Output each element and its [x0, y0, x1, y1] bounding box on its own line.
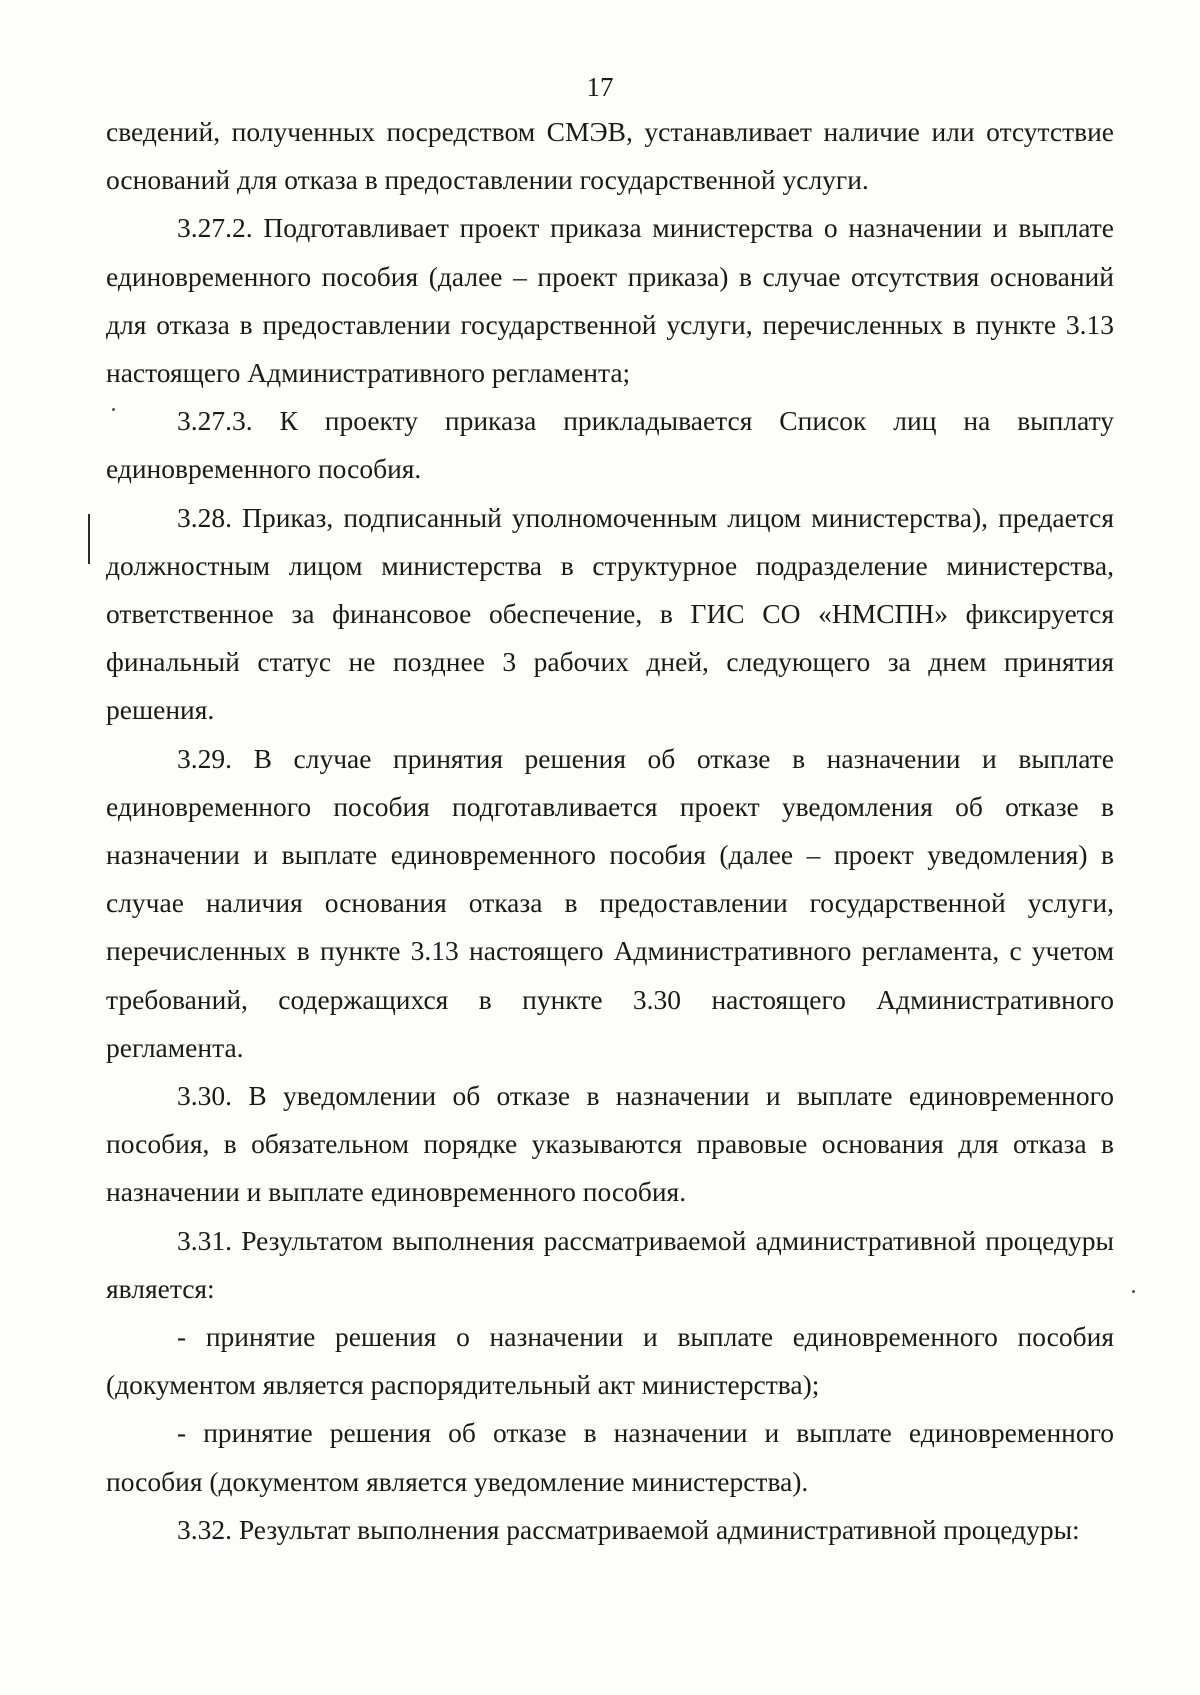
document-body — [106, 108, 1114, 1554]
paragraph-3-31: 3.31. Результатом выполнения рассматриваемой административной процедуры является: — [106, 1224, 1114, 1304]
paragraph-continuation: сведений, полученных посредством СМЭВ, устанавливает наличие или отсутствие оснований для отказа в предоставлении государственной услуги. — [106, 116, 1114, 196]
page-number: 17 — [586, 72, 614, 102]
paragraph-3-28: 3.28. Приказ, подписанный уполномоченным лицом министерства), предается должностным лицом министерства в структурное подразделение министерства, ответственное за финансовое обеспечение, в ГИС СО «НМСПН» фиксируется финальный статус не позднее 3 рабочих дней, следующего за днем принятия решения. — [106, 501, 1114, 726]
scan-speck — [1132, 1290, 1135, 1293]
paragraph-3-27-2: 3.27.2. Подготавливает проект приказа министерства о назначении и выплате единовременного пособия (далее – проект приказа) в случае отсутствия оснований для отказа в предоставлении государственной услуги, перечисленных в пункте 3.13 настоящего Административного регламента; — [106, 212, 1114, 389]
list-item-decision-grant: - принятие решения о назначении и выплате единовременного пособия (документом является распорядительный акт министерства); — [106, 1321, 1114, 1401]
paragraph-3-27-3: 3.27.3. К проекту приказа прикладывается Список лиц на выплату единовременного пособия. — [106, 405, 1114, 485]
paragraph-3-29: 3.29. В случае принятия решения об отказе в назначении и выплате единовременного пособия подготавливается проект уведомления об отказе в назначении и выплате единовременного пособия (далее – проект уведомления) в случае наличия основания отказа в предоставлении государственной услуги, перечисленных в пункте 3.13 настоящего Административного регламента, с учетом требований, содержащихся в пункте 3.30 настоящего Административного регламента. — [106, 742, 1114, 1063]
paragraph-3-30: 3.30. В уведомлении об отказе в назначении и выплате единовременного пособия, в обязательном порядке указываются правовые основания для отказа в назначении и выплате единовременного пособия. — [106, 1080, 1114, 1208]
margin-mark — [88, 514, 90, 564]
list-item-decision-refusal: - принятие решения об отказе в назначении и выплате единовременного пособия (документом является уведомление министерства). — [106, 1417, 1114, 1497]
paragraph-3-32: 3.32. Результат выполнения рассматриваемой административной процедуры: — [177, 1513, 1080, 1545]
